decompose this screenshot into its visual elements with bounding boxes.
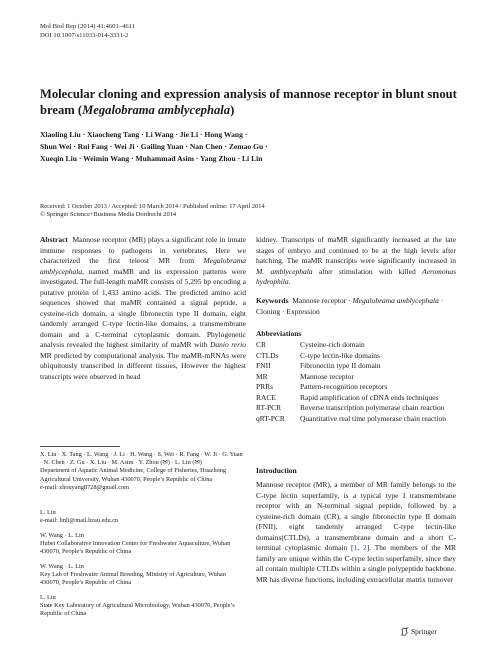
affiliation-authors: X. Liu · X. Tang · L. Wang · J. Li · H. Wang · S. Wei · R. Fang · W. Ji · G. Yuan · N. Chen · Z. Gu · X. Liu · M. Asim · Y. Zhou (✉) · L. Lin (✉)	[40, 451, 243, 467]
affiliation-block-2	[40, 509, 246, 525]
abstract-species-3: M. amblycephala	[256, 266, 313, 276]
author-list	[40, 129, 460, 165]
abstract-text-4: kidney. Transcripts of maMR significantly increased at the late stages of embryo and continued to be at the high levels after hatching. The maMR transcripts were significantly increased in	[256, 235, 456, 265]
copyright: © Springer Science+Business Media Dordrecht 2014	[40, 211, 177, 219]
intro-text-2: ,	[357, 543, 363, 552]
abstract-text-5: after stimulation with killed	[312, 266, 423, 276]
citation-link[interactable]: 1	[353, 543, 358, 552]
abbr-key: RT-PCR	[256, 403, 282, 412]
journal-citation: Mol Biol Rep (2014) 41:4601–4611	[40, 23, 135, 30]
affiliation-authors: L. Lin	[40, 594, 56, 601]
abbr-key: CR	[256, 340, 267, 349]
abbr-row	[256, 403, 456, 414]
abbr-key: PRRs	[256, 382, 274, 391]
abbr-row	[256, 351, 456, 362]
intro-text-1: Mannose receptor (MR), a member of MR family belongs to the C-type lectin superfamily, is a typical type I transmembrane receptor with an N-terminal signal peptide, followed by a cysteine-rich domain (CR), a single fibronectin type II domain (FNII), eight tandemly arranged C-type lectin-like domains(CTLDs), a transmembrane domain and a short C-terminal cytoplasmic domain [	[256, 480, 456, 552]
keyword-3: · Cloning · Expression	[256, 296, 444, 316]
springer-horse-icon	[400, 627, 409, 636]
abbr-row	[256, 361, 456, 372]
abbr-row	[256, 393, 456, 404]
abbr-row	[256, 382, 456, 393]
history-dates: Received: 1 October 2013 / Accepted: 10 March 2014 / Published online: 17 April 2014	[40, 203, 265, 210]
keyword-1: Mannose receptor ·	[292, 296, 353, 305]
introduction-heading: Introduction	[256, 466, 297, 475]
introduction-text	[256, 480, 456, 585]
doi: DOI 10.1007/s11033-014-3331-2	[40, 32, 129, 39]
publisher-logo	[400, 627, 437, 636]
abbr-value: Mannose receptor	[300, 371, 354, 381]
keywords	[256, 296, 456, 317]
affiliation-authors: W. Wang · L. Lin	[40, 532, 84, 539]
intro-text-3: ]. The members of the MR family are unique within the C-type lectin superfamily, since they all contain multiple CTLDs within a single polypeptide backbone. MR has diverse functions, including extracellular matrix turnover	[256, 543, 456, 584]
abstract-left	[40, 235, 246, 382]
abbreviations-title: Abbreviations	[256, 329, 302, 338]
abbr-key: MR	[256, 371, 268, 381]
abstract-label: Abstract	[40, 235, 68, 244]
affiliation-block-3	[40, 532, 246, 557]
title-end: )	[230, 103, 235, 117]
affiliation-email[interactable]: e-mail: zhouyang8728@gmail.com	[40, 483, 130, 491]
abbr-key: FNII	[256, 361, 271, 370]
article-dates	[40, 203, 460, 220]
abstract-text-1: Mannose receptor (MR) plays a significant role in innate immune responses to pathogens in vertebrates. Here we characterized the first teleost MR from	[40, 235, 246, 265]
affiliation-address: Department of Aquatic Animal Medicine, College of Fisheries, Huazhong Agricultural University, Wuhan 430070, People’s Republic of China	[40, 467, 227, 483]
affiliation-block-4	[40, 563, 246, 588]
abbr-key: CTLDs	[256, 350, 279, 360]
citation-link[interactable]: 2	[362, 543, 367, 552]
affiliation-address: Key Lab of Freshwater Animal Breeding, Ministry of Agriculture, Wuhan 430070, People’s Republic of China	[40, 571, 226, 587]
abstract-species-4: Aeromonas hydrophila	[256, 266, 456, 286]
author-line-1: Xiaoling Liu · Xiaocheng Tang · Li Wang · Jie Li · Hong Wang ·	[40, 130, 248, 139]
abstract-right	[256, 235, 456, 288]
abstract-species-1: Megalobrama amblycephala	[40, 256, 246, 276]
article-title	[40, 86, 460, 118]
abstract-species-2: Danio rerio	[209, 340, 246, 349]
abbreviations-table	[256, 340, 456, 424]
affiliation-address: State Key Laboratory of Agricultural Microbiology, Wuhan 430070, People’s Republic of China	[40, 602, 235, 618]
abbr-value: Reverse transcription polymerase chain reaction	[300, 403, 445, 412]
abbr-value: Quantitative real time polymerase chain reaction	[300, 413, 446, 423]
affiliation-authors: W. Wang · L. Lin	[40, 563, 84, 570]
author-line-2: Shun Wei · Rui Fang · Wei Ji · Gailing Yuan · Nan Chen · Zemao Gu ·	[40, 142, 268, 151]
abbr-row	[256, 372, 456, 383]
affiliation-address: Hubei Collaborative Innovation Center for Freshwater Aquaculture, Wuhan 430070, People’s Republic of China	[40, 540, 231, 556]
abstract-text-3: MR predicted by computational analysis. The maMR-mRNAs were ubiquitously transcribed in different tissues, However the highest transcripts were observed in head	[40, 350, 246, 381]
abbr-value: Pattern-recognition receptors	[300, 382, 388, 391]
abbr-key: qRT-PCR	[256, 413, 285, 423]
abbr-key: RACE	[256, 392, 277, 402]
abbr-row	[256, 414, 456, 425]
title-species: Megalobrama amblycephala	[82, 103, 231, 117]
abstract-text-2: , named maMR and its expression patterns were investigated. The full-length maMR consists of 5,295 bp encoding a putative protein of 1,433 amino acids. The predicted amino acid sequences showed that maMR contained a signal peptide, a cysteine-rich domain, a single fibronectin type II domain, eight tandemly arranged C-type lectin-like domains, a transmembrane domain and a C-terminal cytoplasmic domain. Phylogenetic analysis revealed the highest similarity of maMR with	[40, 266, 246, 349]
affiliation-email[interactable]: e-mail: linli@mail.hzau.edu.cn	[40, 517, 119, 525]
abbr-row	[256, 340, 456, 351]
footnote-divider	[40, 446, 120, 447]
abstract-text-6: .	[288, 277, 291, 286]
author-line-3: Xueqin Liu · Weimin Wang · Muhammad Asim · Yang Zhou · Li Lin	[40, 154, 263, 163]
journal-header	[40, 22, 135, 40]
title-text: Molecular cloning and expression analysis of mannose receptor in blunt snout bream (	[40, 87, 457, 117]
abbr-value: C-type lectin-like domains	[300, 350, 380, 360]
affiliation-block-5	[40, 594, 246, 619]
affiliation-authors: L. Lin	[40, 509, 56, 516]
abbr-value: Cysteine-rich domain	[300, 340, 365, 349]
keywords-label: Keywords	[256, 296, 289, 305]
abbr-value: Rapid amplification of cDNA ends techniques	[300, 392, 439, 402]
keyword-2: Megalobrama amblycephala	[352, 296, 439, 305]
affiliation-block-1	[40, 451, 246, 492]
abbr-value: Fibronectin type II domain	[300, 361, 381, 370]
publisher-name: Springer	[411, 627, 437, 636]
